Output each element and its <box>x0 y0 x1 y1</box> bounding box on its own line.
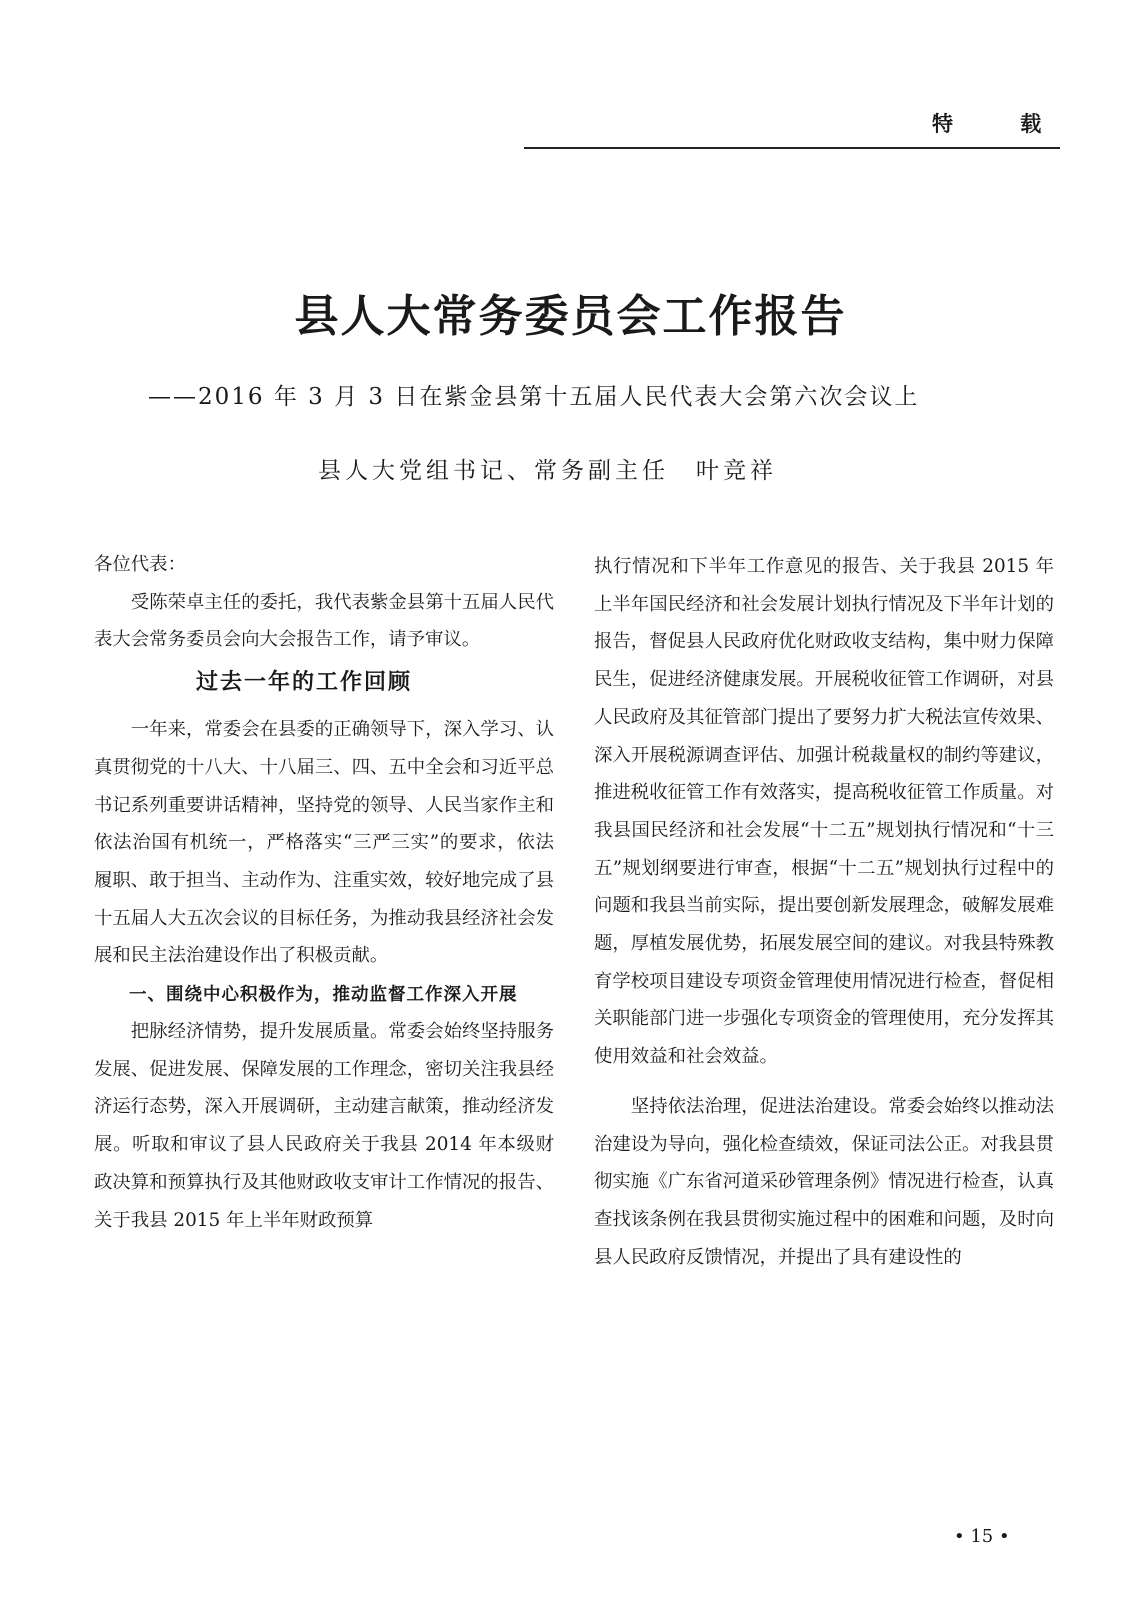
article-subtitle: ——2016 年 3 月 3 日在紫金县第十五届人民代表大会第六次会议上 <box>148 384 920 410</box>
salutation: 各位代表： <box>94 554 186 575</box>
left-column <box>94 546 554 1239</box>
section-label: 特 载 <box>932 112 1072 136</box>
economy-paragraph-continued: 执行情况和下半年工作意见的报告、关于我县 2015 年上半年国民经济和社会发展计划执行情况及下半年计划的报告，督促县人民政府优化财政收支结构，集中财力保障民生，促进经济健康发展。开展税收征管工作调研，对县人民政府及其征管部门提出了要努力扩大税法宣传效果、深入开展税源调查评估、加强计税裁量权的制约等建议，推进税收征管工作有效落实，提高税收征管工作质量。对我县国民经济和社会发展“十二五”规划执行情况和“十三五”规划纲要进行审查，根据“十二五”规划执行过程中的问题和我县当前实际，提出要创新发展理念，破解发展难题，厚植发展优势，拓展发展空间的建议。对我县特殊教育学校项目建设专项资金管理使用情况进行检查，督促相关职能部门进一步强化专项资金的管理使用，充分发挥其使用效益和社会效益。 <box>594 556 1054 1068</box>
article-title: 县人大常务委员会工作报告 <box>294 291 847 342</box>
header-rule <box>524 147 1060 149</box>
page-number: • 15 • <box>954 1526 1010 1547</box>
right-column <box>594 548 1054 1276</box>
economy-paragraph: 把脉经济情势，提升发展质量。常委会始终坚持服务发展、促进发展、保障发展的工作理念，密切关注我县经济运行态势，深入开展调研，主动建言献策，推动经济发展。听取和审议了县人民政府关于我县 2014 年本级财政决算和预算执行及其他财政收支审计工作情况的报告、关于我县 2015 年上半年财政预算 <box>94 1021 554 1231</box>
subheading-supervision: 一、围绕中心积极作为，推动监督工作深入开展 <box>129 985 518 1006</box>
law-paragraph: 坚持依法治理，促进法治建设。常委会始终以推动法治建设为导向，强化检查绩效，保证司法公正。对我县贯彻实施《广东省河道采砂管理条例》情况进行检查，认真查找该条例在我县贯彻实施过程中的困难和问题，及时向县人民政府反馈情况，并提出了具有建设性的 <box>594 1095 1054 1268</box>
section-heading: 过去一年的工作回顾 <box>195 670 412 696</box>
article-author: 县人大党组书记、常务副主任 叶竞祥 <box>318 458 777 484</box>
intro-paragraph: 受陈荣卓主任的委托，我代表紫金县第十五届人民代表大会常务委员会向大会报告工作，请予审议。 <box>94 591 554 651</box>
overview-paragraph: 一年来，常委会在县委的正确领导下，深入学习、认真贯彻党的十八大、十八届三、四、五中全会和习近平总书记系列重要讲话精神，坚持党的领导、人民当家作主和依法治国有机统一，严格落实“三严三实”的要求，依法履职、敢于担当、主动作为、注重实效，较好地完成了县十五届人大五次会议的目标任务，为推动我县经济社会发展和民主法治建设作出了积极贡献。 <box>94 719 554 967</box>
